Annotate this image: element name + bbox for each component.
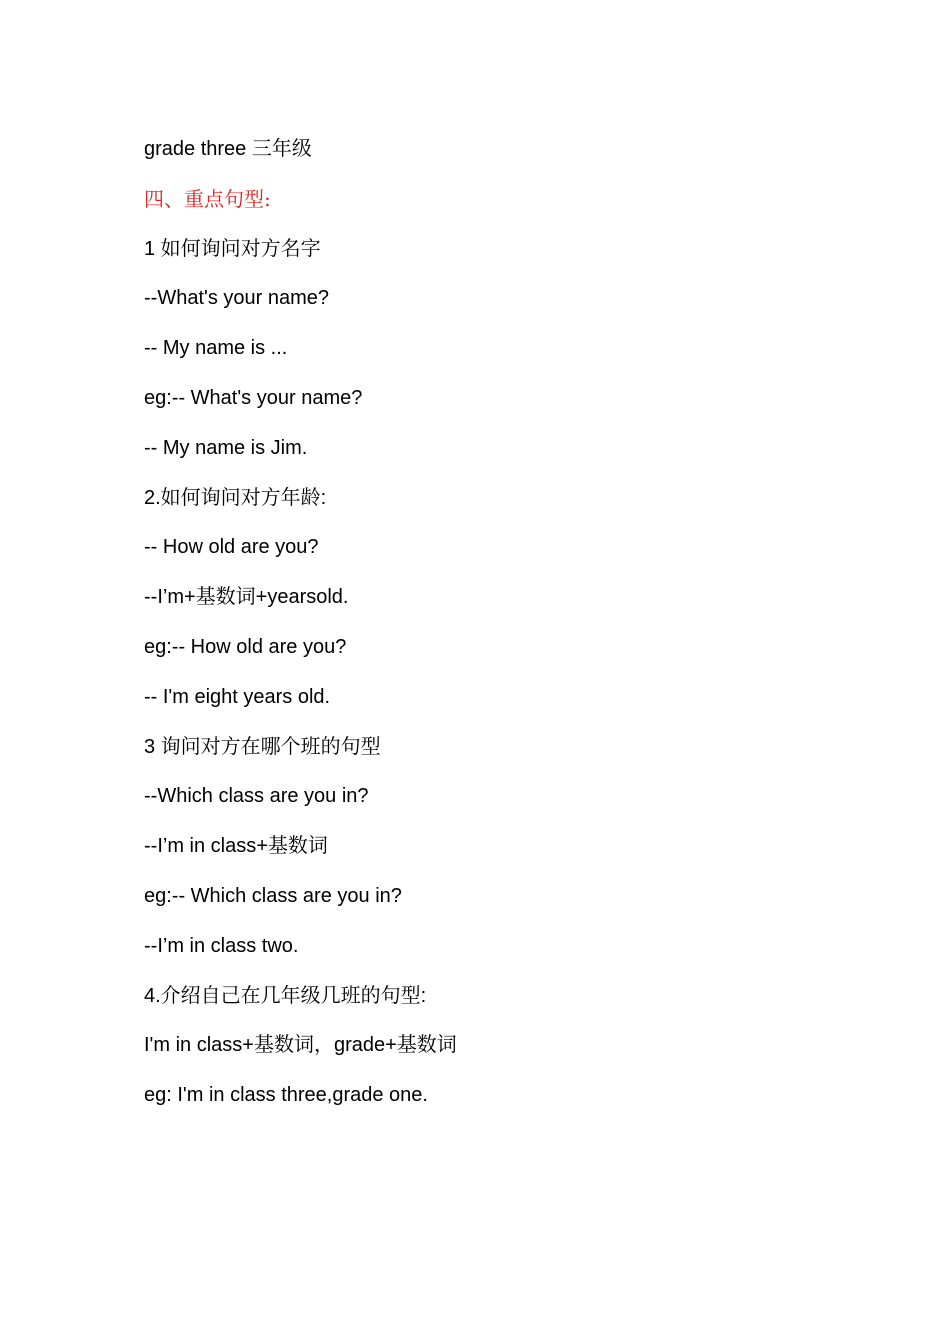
example-line: --I’m in class two. [144,934,299,957]
document-body [144,130,844,1126]
pattern-line: --I’m+基数词+yearsold. [144,586,349,609]
topic-ask-age: 2.如何询问对方年龄: [144,486,327,509]
example-line: eg:-- What's your name? [144,386,363,409]
topic-ask-class: 3 询问对方在哪个班的句型 [144,735,381,758]
example-line: -- My name is Jim. [144,436,308,459]
vocab-line-grade-three: grade three 三年级 [144,138,312,160]
pattern-line: --What's your name? [144,287,329,310]
topic-ask-name: 1 如何询问对方名字 [144,237,321,260]
pattern-line: -- How old are you? [144,536,319,559]
pattern-line: --Which class are you in? [144,785,369,808]
example-line: eg: I'm in class three,grade one. [144,1084,428,1107]
example-line: eg:-- How old are you? [144,635,347,658]
pattern-line: -- My name is ... [144,337,288,360]
example-line: -- I'm eight years old. [144,685,331,708]
pattern-line: I'm in class+基数词，grade+基数词 [144,1034,457,1057]
section-heading-key-sentences: 四、重点句型: [144,186,271,211]
example-line: eg:-- Which class are you in? [144,884,402,907]
topic-introduce-grade-class: 4.介绍自己在几年级几班的句型: [144,984,427,1007]
pattern-line: --I’m in class+基数词 [144,835,328,858]
